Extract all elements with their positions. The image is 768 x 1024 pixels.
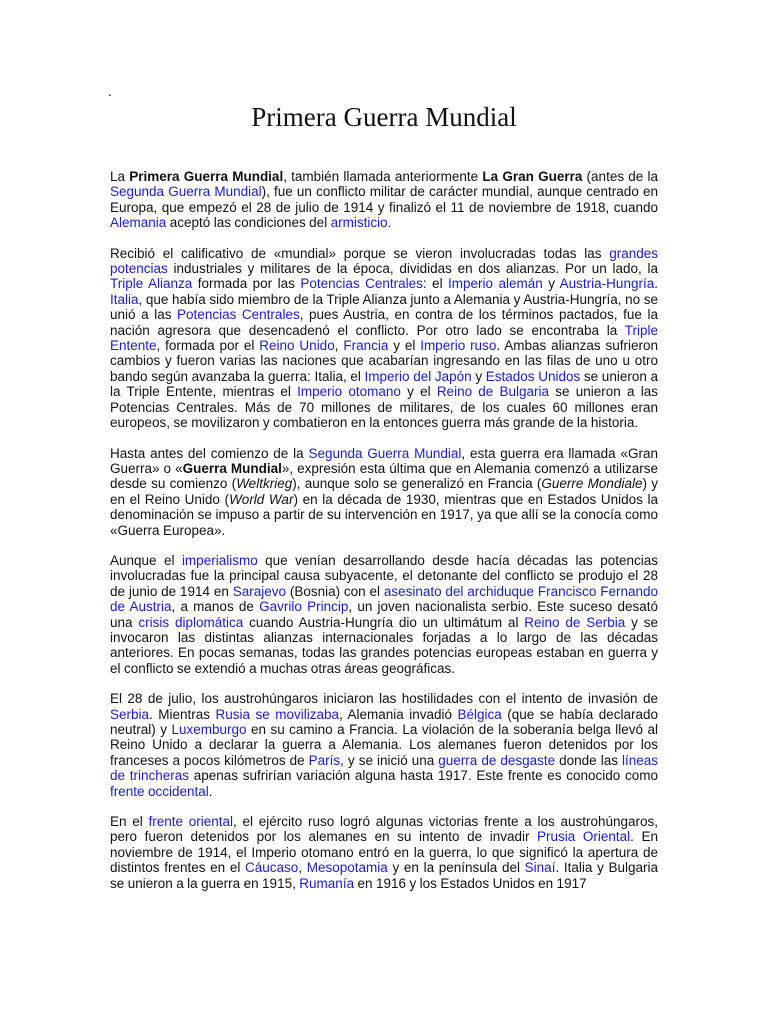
text-run: . Ambas alianzas sufrieron cambios y fueron varias las naciones que acabarían ingresando en las filas de uno u otro bando según avanzaba la guerra: Italia, el [110,338,658,384]
text-run: y [471,368,486,384]
text-run: ) y en el Reino Unido ( [110,476,659,507]
wiki-link[interactable]: frente occidental [110,783,209,799]
paragraph-intro [110,169,658,231]
text-run: . [208,783,213,799]
text-run: , [334,338,344,354]
wiki-link[interactable]: Segunda Guerra Mundial [308,445,462,461]
text-run: aceptó las condiciones del [166,215,331,231]
article-body [110,169,658,906]
page-title: Primera Guerra Mundial [251,102,517,132]
text-run: , esta guerra era llamada «Gran Guerra» o « [110,445,659,476]
text-run: . [387,215,392,231]
text-run: en su camino a Francia. La violación de la soberanía belga llevó al Reino Unido a declarar la guerra a Alemania. Los alemanes fueron detenidos por los franceses a pocos kilómetros de [110,722,658,768]
text-run: », expresión esta última que en Alemania comenzó a utilizarse desde su comienzo ( [110,460,658,492]
text-run: cuando Austria-Hungría dio un ultimátum al [243,614,525,630]
wiki-link[interactable]: Gavrilo Princip [259,599,349,615]
paragraph-western-front [110,691,658,799]
wiki-link[interactable]: Alemania [110,215,167,231]
text-run: , que había sido miembro de la Triple Alianza junto a Alemania y Austria-Hungría, no se unió a las [110,291,658,323]
text-run: El 28 de julio, los austrohúngaros iniciaron las hostilidades con el intento de invasión de [110,691,658,707]
paragraph-naming [110,446,658,538]
wiki-link[interactable]: armisticio [330,215,388,231]
wiki-link[interactable]: Triple Alianza [110,276,193,292]
wiki-link[interactable]: Estados Unidos [485,368,581,384]
paragraph-causes [110,553,658,676]
text-run: , y se inició una [340,752,439,768]
wiki-link[interactable]: Rusia se movilizaba [215,706,339,722]
text-run: : el [422,276,449,292]
wiki-link[interactable]: Francia [343,338,389,354]
text-run: y en la península del [387,860,525,876]
text-run: . En noviembre de 1914, el Imperio otomano entró en la guerra, lo que significó la apertura de distintos frentes en el [110,829,658,876]
text-run: y [542,276,560,292]
text-run: Hasta antes del comienzo de la [110,445,309,461]
wiki-link[interactable]: frente oriental [148,814,234,830]
text-run: ), aunque solo se generalizó en Francia ( [292,476,542,492]
wiki-link[interactable]: Cáucaso [245,860,299,876]
italic-term: Weltkrieg [236,476,293,492]
wiki-link[interactable]: Triple Entente [110,322,658,354]
bold-term: Guerra Mundial [182,460,282,476]
wiki-link[interactable]: Serbia [110,706,150,722]
paragraph-eastern-front [110,814,658,891]
text-run: Aunque el [110,552,182,568]
text-run: se unieron a las Potencias Centrales. Más de 70 millones de militares, de los cuales 60 millones eran europeos, se movilizaron y combatieron en la entonces guerra más grande de la historia. [110,384,658,431]
text-run: , el ejército ruso logró algunas victorias frente a los austrohúngaros, pero fueron detenidos por los alemanes en su intento de invadir [110,814,659,845]
wiki-link[interactable]: París [308,752,341,768]
text-run: apenas sufrirían variación alguna hasta 1917. Este frente es conocido como [189,768,658,784]
wiki-link[interactable]: Reino de Bulgaria [436,384,550,400]
text-run: Recibió el calificativo de «mundial» porque se vieron involucradas todas las [110,245,610,261]
text-run: , a manos de [171,599,260,615]
wiki-link[interactable]: Bélgica [457,706,502,722]
bold-term: La Gran Guerra [482,169,583,184]
wiki-link[interactable]: Imperio alemán [448,276,543,292]
text-run: ) en la década de 1930, mientras que en Estados Unidos la denominación se impuso a partir de su intervención en 1917, ya que allí se la conocía como «Guerra Europea». [110,491,659,538]
text-run: , [298,860,307,876]
wiki-link[interactable]: Imperio otomano [297,384,401,400]
wiki-link[interactable]: Rumanía [299,875,355,891]
wiki-link[interactable]: Mesopotamia [306,860,388,876]
wiki-link[interactable]: Imperio del Japón [364,368,472,384]
text-run: , pues Austria, en contra de los términos pactados, fue la nación agresora que desencadenó el conflicto. Por otro lado se encontraba la [110,307,658,338]
wiki-link[interactable]: Segunda Guerra Mundial [110,184,262,200]
wiki-link[interactable]: Imperio ruso [420,338,497,354]
wiki-link[interactable]: crisis diplomática [138,614,244,630]
text-run: . Italia y Bulgaria se unieron a la guerra en 1915, [110,860,659,891]
text-run: se unieron a la Triple Entente, mientras el [110,368,659,400]
wiki-link[interactable]: Austria-Hungría [559,276,655,292]
wiki-link[interactable]: Sinaí [524,860,556,876]
text-run: , Alemania invadió [339,706,458,722]
text-run: y el [400,384,437,400]
wiki-link[interactable]: Luxemburgo [171,722,247,737]
wiki-link[interactable]: guerra de desgaste [438,752,556,768]
text-run: (Bosnia) con el [286,583,384,599]
text-run: (que se había declarado neutral) y [110,706,659,737]
text-run: y el [388,338,421,354]
text-run: , también llamada anteriormente [283,169,483,184]
text-run: , un joven nacionalista serbio. Este suceso desató una [110,599,658,630]
page-marker: . [108,83,112,99]
wiki-link[interactable]: Sarajevo [232,583,286,599]
text-run: y se invocaron las distintas alianzas internacionales forjadas a lo largo de las décadas anteriores. En pocas semanas, todas las grandes potencias europeas estaban en guerra y el conflicto se extendió a muchas otras áreas geográficas. [110,614,658,676]
paragraph-alliances [110,246,658,431]
text-run: . Mientras [149,706,216,722]
wiki-link[interactable]: Prusia Oriental [537,829,631,845]
wiki-link[interactable]: imperialismo [181,552,258,568]
wiki-link[interactable]: líneas de trincheras [110,752,658,784]
text-run: que venían desarrollando desde hacía décadas las potencias involucradas fue la principal causa subyacente, el detonante del conflicto se produjo el 28 de junio de 1914 en [110,552,658,599]
text-run: , formada por el [156,338,260,354]
wiki-link[interactable]: Reino Unido [259,338,335,354]
wiki-link[interactable]: Reino de Serbia [524,614,626,630]
wiki-link[interactable]: grandes potencias [110,245,658,277]
text-run: formada por las [192,276,301,292]
text-run: . [654,276,658,292]
bold-term: Primera Guerra Mundial [129,169,284,184]
italic-term: Guerre Mondiale [541,476,643,492]
text-run: En el [110,814,149,830]
text-run: donde las [555,752,622,768]
text-run: (antes de la [582,169,659,184]
italic-term: World War [229,491,294,507]
wiki-link[interactable]: Italia [110,291,139,307]
text-run: La [110,169,130,184]
text-run: en 1916 y los Estados Unidos en 1917 [354,875,587,891]
text-run: industriales y militares de la época, divididas en dos alianzas. Por un lado, la [167,261,658,277]
text-run: ), fue un conflicto militar de carácter mundial, aunque centrado en Europa, que empezó el 28 de julio de 1914 y finalizó el 11 de noviembre de 1918, cuando [110,184,658,215]
wiki-link[interactable]: Potencias Centrales [300,276,423,292]
wiki-link[interactable]: Potencias Centrales [177,307,300,323]
wiki-link[interactable]: asesinato del archiduque Francisco Fernando de Austria [110,583,658,615]
